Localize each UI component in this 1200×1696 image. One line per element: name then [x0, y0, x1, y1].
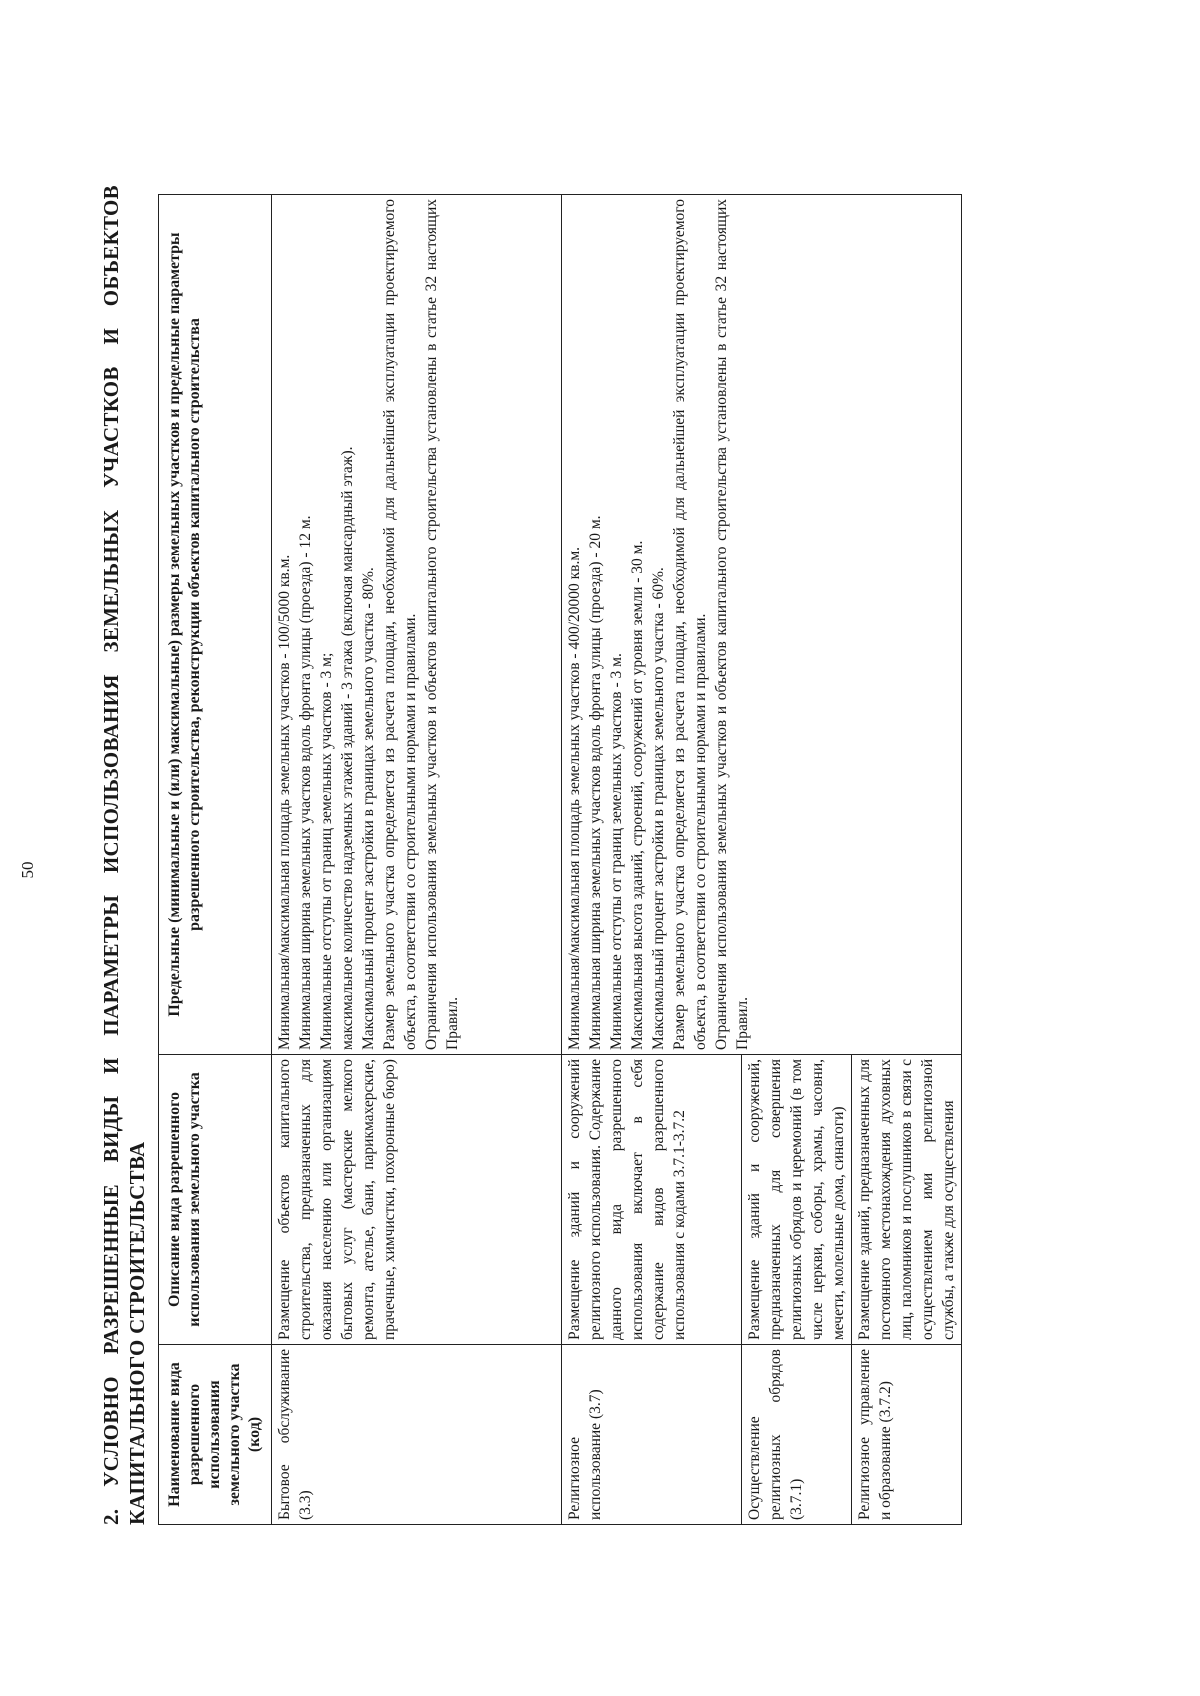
column-header: Наименование вида разрешенного использования земельного участка (код) — [159, 1345, 272, 1525]
parameter-line: Минимальная/максимальная площадь земельных участков - 100/5000 кв.м. — [276, 554, 293, 1050]
page-number: 50 — [18, 861, 37, 879]
parameter-line: Минимальная ширина земельных участков вдоль фронта улицы (проезда) - 12 м. — [297, 515, 314, 1050]
use-type-name: Бытовое обслуживание (3.3) — [272, 1345, 562, 1525]
column-header: Описание вида разрешенного использования земельного участка — [159, 1055, 272, 1345]
parameter-line: Минимальная/максимальная площадь земельных участков - 400/20000 кв.м. — [566, 546, 583, 1050]
use-type-parameters — [272, 195, 562, 1055]
use-type-name: Религиозное управление и образование (3.7.2) — [852, 1345, 962, 1525]
use-type-name: Осуществление религиозных обрядов (3.7.1) — [742, 1345, 852, 1525]
table-header-row — [159, 195, 272, 1525]
parameter-line: Максимальный процент застройки в границах земельного участка - 80%. — [360, 567, 377, 1050]
use-type-name: Религиозное использование (3.7) — [562, 1345, 742, 1525]
use-type-description: Размещение зданий и сооружений, предназначенных для совершения религиозных обрядов и церемоний (в том числе церкви, соборы, храмы, часовни, мечети, молельные дома, синагоги) — [742, 1055, 852, 1345]
table-row — [562, 195, 742, 1525]
parameter-line: Максимальный процент застройки в границах земельного участка - 60%. — [650, 567, 667, 1050]
section-title: 2. УСЛОВНО РАЗРЕШЕННЫЕ ВИДЫ И ПАРАМЕТРЫ ИСПОЛЬЗОВАНИЯ ЗЕМЕЛЬНЫХ УЧАСТКОВ И ОБЪЕКТОВ КАПИТАЛЬНОГО СТРОИТЕЛЬСТВА — [99, 185, 149, 1525]
parameter-line: Минимальная ширина земельных участков вдоль фронта улицы (проезда) - 20 м. — [587, 515, 604, 1050]
parameter-line: максимальное количество надземных этажей зданий - 3 этажа (включая мансардный этаж). — [339, 446, 356, 1050]
parameter-line: Ограничения использования земельных участков и объектов капитального строительства установлены в статье 32 настоящих Правил. — [423, 199, 461, 1050]
parameter-line: Размер земельного участка определяется из расчета площади, необходимой для дальнейшей эксплуатации проектируемого объекта, в соответствии со строительными нормами и правилами. — [671, 199, 709, 1050]
column-header: Предельные (минимальные и (или) максимальные) размеры земельных участков и предельные параметры разрешенного строительства, реконструкции объектов капитального строительства — [159, 195, 272, 1055]
use-type-description: Размещение зданий и сооружений религиозного использования. Содержание данного вида разрешенного использования включает в себя содержание видов разрешенного использования с кодами 3.7.1-3.7.2 — [562, 1055, 742, 1345]
use-type-parameters — [562, 195, 962, 1055]
parameter-line: Размер земельного участка определяется из расчета площади, необходимой для дальнейшей эксплуатации проектируемого объекта, в соответствии со строительными нормами и правилами. — [381, 199, 419, 1050]
parameter-line: Ограничения использования земельных участков и объектов капитального строительства установлены в статье 32 настоящих Правил. — [713, 199, 751, 1050]
use-type-description: Размещение зданий, предназначенных для постоянного местонахождения духовных лиц, паломников и послушников в связи с осуществлением ими религиозной службы, а также для осуществления — [852, 1055, 962, 1345]
regulations-table — [158, 194, 962, 1525]
parameter-line: Минимальные отступы от границ земельных участков - 3 м. — [608, 653, 625, 1050]
parameter-line: Максимальная высота зданий, строений, сооружений от уровня земли - 30 м. — [629, 540, 646, 1050]
parameter-line: Минимальные отступы от границ земельных участков - 3 м; — [318, 652, 335, 1050]
use-type-description: Размещение объектов капитального строительства, предназначенных для оказания населению или организациям бытовых услуг (мастерские мелкого ремонта, ателье, бани, парикмахерские, прачечные, химчистки, похоронные бюро) — [272, 1055, 562, 1345]
rotated-page — [0, 90, 1100, 1650]
table-row — [272, 195, 562, 1525]
